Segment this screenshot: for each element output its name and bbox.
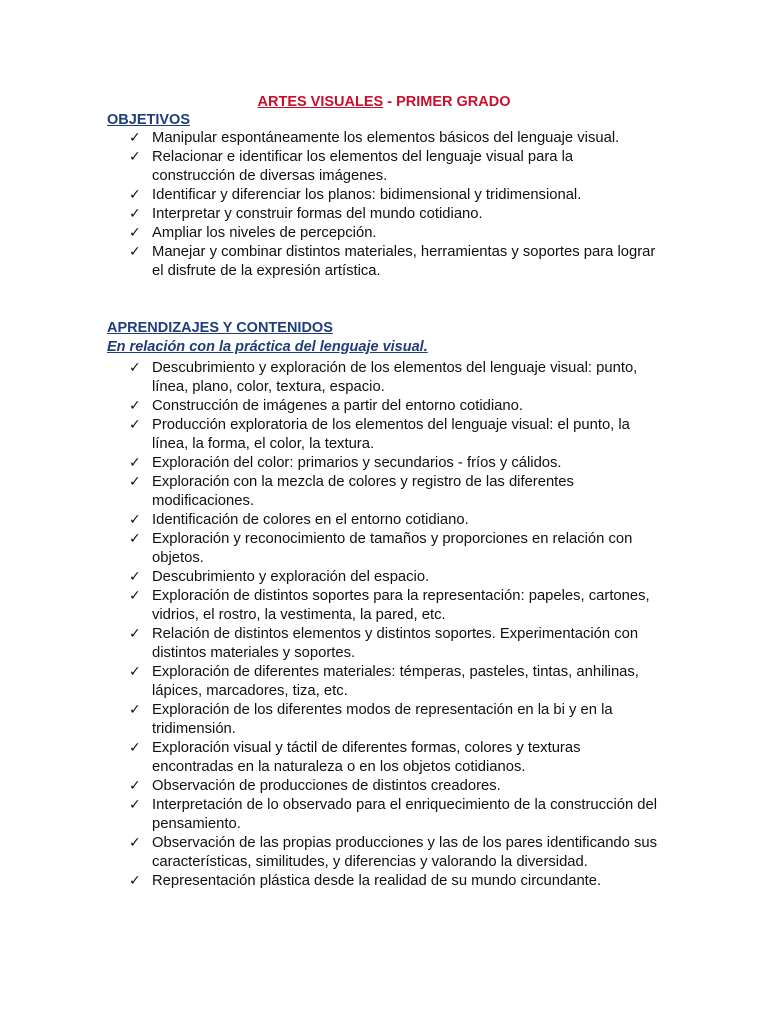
checkmark-icon: ✓ bbox=[129, 797, 141, 813]
list-item bbox=[129, 397, 659, 416]
checkmark-icon: ✓ bbox=[129, 455, 141, 471]
list-item bbox=[129, 587, 659, 625]
aprendizajes-heading: APRENDIZAJES Y CONTENIDOS bbox=[107, 320, 333, 336]
list-item-text: Manejar y combinar distintos materiales, herramientas y soportes para lograr el disfrute de la expresión artística. bbox=[152, 244, 656, 279]
list-item-text: Exploración de los diferentes modos de representación en la bi y en la tridimensión. bbox=[152, 702, 613, 737]
list-item-text: Exploración de distintos soportes para la representación: papeles, cartones, vidrios, el rostro, la vestimenta, la pared, etc. bbox=[152, 588, 650, 623]
list-item-text: Interpretación de lo observado para el enriquecimiento de la construcción del pensamiento. bbox=[152, 797, 658, 832]
checkmark-icon: ✓ bbox=[129, 702, 141, 718]
list-item-text: Ampliar los niveles de percepción. bbox=[152, 225, 377, 241]
list-item bbox=[129, 224, 659, 243]
list-item-text: Representación plástica desde la realidad de su mundo circundante. bbox=[152, 873, 602, 889]
checkmark-icon: ✓ bbox=[129, 187, 141, 203]
checkmark-icon: ✓ bbox=[129, 588, 141, 604]
list-item bbox=[129, 568, 659, 587]
list-item-text: Manipular espontáneamente los elementos básicos del lenguaje visual. bbox=[152, 130, 620, 146]
list-item bbox=[129, 834, 659, 872]
checkmark-icon: ✓ bbox=[129, 664, 141, 680]
list-item-text: Exploración visual y táctil de diferentes formas, colores y texturas encontradas en la naturaleza o en los objetos cotidianos. bbox=[152, 740, 581, 775]
aprendizajes-subheading: En relación con la práctica del lenguaje visual. bbox=[107, 339, 428, 355]
checkmark-icon: ✓ bbox=[129, 244, 141, 260]
list-item bbox=[129, 625, 659, 663]
list-item bbox=[129, 530, 659, 568]
list-item bbox=[129, 777, 659, 796]
list-item-text: Observación de producciones de distintos creadores. bbox=[152, 778, 501, 794]
list-item bbox=[129, 243, 659, 281]
list-item-text: Identificar y diferenciar los planos: bidimensional y tridimensional. bbox=[152, 187, 582, 203]
checkmark-icon: ✓ bbox=[129, 225, 141, 241]
checkmark-icon: ✓ bbox=[129, 206, 141, 222]
aprendizajes-list bbox=[129, 359, 659, 891]
list-item bbox=[129, 416, 659, 454]
checkmark-icon: ✓ bbox=[129, 130, 141, 146]
list-item bbox=[129, 872, 659, 891]
list-item-text: Descubrimiento y exploración del espacio. bbox=[152, 569, 430, 585]
list-item-text: Exploración con la mezcla de colores y registro de las diferentes modificaciones. bbox=[152, 474, 574, 509]
list-item bbox=[129, 205, 659, 224]
list-item-text: Interpretar y construir formas del mundo cotidiano. bbox=[152, 206, 483, 222]
checkmark-icon: ✓ bbox=[129, 778, 141, 794]
list-item bbox=[129, 186, 659, 205]
list-item-text: Descubrimiento y exploración de los elementos del lenguaje visual: punto, línea, plano, color, textura, espacio. bbox=[152, 360, 638, 395]
checkmark-icon: ✓ bbox=[129, 569, 141, 585]
checkmark-icon: ✓ bbox=[129, 417, 141, 433]
list-item bbox=[129, 359, 659, 397]
list-item-text: Relación de distintos elementos y distintos soportes. Experimentación con distintos materiales y soportes. bbox=[152, 626, 639, 661]
checkmark-icon: ✓ bbox=[129, 474, 141, 490]
list-item-text: Producción exploratoria de los elementos del lenguaje visual: el punto, la línea, la forma, el color, la textura. bbox=[152, 417, 630, 452]
title-main: ARTES VISUALES bbox=[257, 94, 384, 110]
checkmark-icon: ✓ bbox=[129, 149, 141, 165]
list-item bbox=[129, 701, 659, 739]
checkmark-icon: ✓ bbox=[129, 835, 141, 851]
list-item bbox=[129, 148, 659, 186]
objetivos-heading: OBJETIVOS bbox=[107, 112, 190, 128]
list-item bbox=[129, 739, 659, 777]
checkmark-icon: ✓ bbox=[129, 512, 141, 528]
checkmark-icon: ✓ bbox=[129, 873, 141, 889]
list-item-text: Relacionar e identificar los elementos del lenguaje visual para la construcción de diversas imágenes. bbox=[152, 149, 574, 184]
list-item bbox=[129, 796, 659, 834]
document-title bbox=[0, 93, 768, 111]
checkmark-icon: ✓ bbox=[129, 531, 141, 547]
list-item-text: Exploración y reconocimiento de tamaños y proporciones en relación con objetos. bbox=[152, 531, 633, 566]
list-item bbox=[129, 473, 659, 511]
list-item-text: Observación de las propias producciones y las de los pares identificando sus características, similitudes, y diferencias y valorando la diversidad. bbox=[152, 835, 658, 870]
checkmark-icon: ✓ bbox=[129, 626, 141, 642]
checkmark-icon: ✓ bbox=[129, 360, 141, 376]
checkmark-icon: ✓ bbox=[129, 740, 141, 756]
list-item bbox=[129, 511, 659, 530]
title-sub: - PRIMER GRADO bbox=[383, 94, 511, 110]
list-item bbox=[129, 454, 659, 473]
objetivos-list bbox=[129, 129, 659, 281]
list-item bbox=[129, 663, 659, 701]
list-item bbox=[129, 129, 659, 148]
checkmark-icon: ✓ bbox=[129, 398, 141, 414]
list-item-text: Exploración de diferentes materiales: témperas, pasteles, tintas, anhilinas, lápices, marcadores, tiza, etc. bbox=[152, 664, 639, 699]
list-item-text: Exploración del color: primarios y secundarios - fríos y cálidos. bbox=[152, 455, 562, 471]
list-item-text: Identificación de colores en el entorno cotidiano. bbox=[152, 512, 469, 528]
list-item-text: Construcción de imágenes a partir del entorno cotidiano. bbox=[152, 398, 523, 414]
